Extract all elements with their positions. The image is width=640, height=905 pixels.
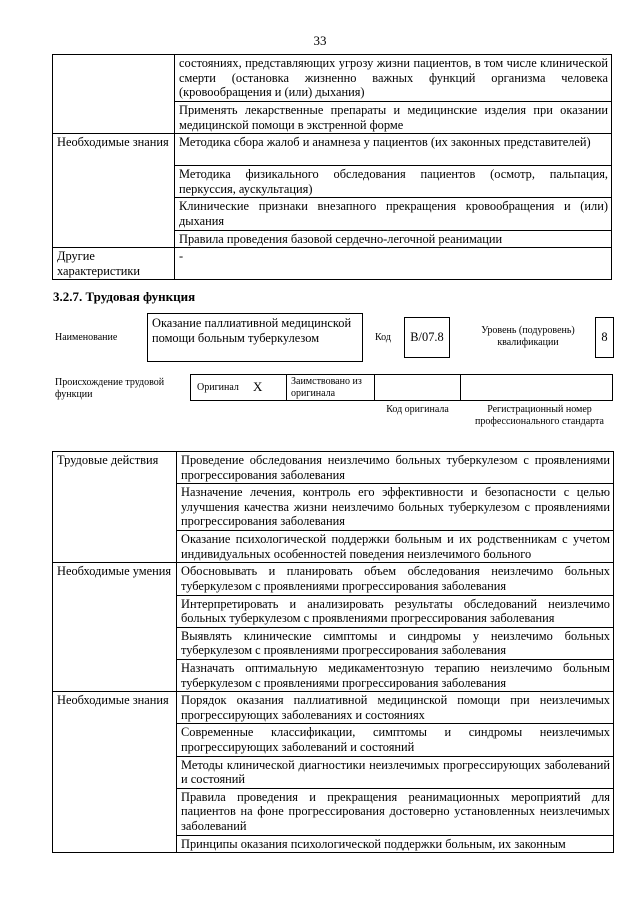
level-label: Уровень (подуровень) квалификации xyxy=(481,325,575,348)
item-text: Методы клинической диагностики неизлечимых прогрессирующих заболеваний и состояний xyxy=(177,756,614,788)
reg-number-caption: Регистрационный номер профессионального стандарта xyxy=(475,404,604,427)
item-text: Проведение обследования неизлечимо больных туберкулезом с проявлениями прогрессирования заболевания xyxy=(177,452,614,484)
item-text: Принципы оказания психологической поддержки больным, их законным xyxy=(177,835,614,853)
table-row xyxy=(53,452,614,484)
name-label: Наименование xyxy=(55,332,118,343)
group-label: Необходимые умения xyxy=(53,563,177,692)
function-requirements-table xyxy=(52,451,614,853)
original-box xyxy=(190,374,287,401)
code-label: Код xyxy=(375,332,391,343)
section-title: 3.2.7. Трудовая функция xyxy=(53,289,196,304)
origin-label: Происхождение трудовой функции xyxy=(55,377,165,400)
reg-number-box xyxy=(460,374,613,401)
function-name: Оказание паллиативной медицинской помощи больным туберкулезом xyxy=(152,316,352,345)
function-code-box xyxy=(404,317,450,358)
row-label xyxy=(53,55,175,134)
borrowed-box xyxy=(286,374,375,401)
function-name-box xyxy=(147,313,363,362)
item-text: Оказание психологической поддержки больным и их родственникам с учетом индивидуальных особенностей поведения неизлечимого больного xyxy=(177,531,614,563)
item-text: Обосновывать и планировать объем обследования неизлечимо больных туберкулезом с проявлениями прогрессирования заболевания xyxy=(177,563,614,595)
row-text: Методика сбора жалоб и анамнеза у пациентов (их законных представителей) xyxy=(175,134,612,166)
group-label: Необходимые знания xyxy=(53,692,177,853)
item-text: Выявлять клинические симптомы и синдромы у неизлечимо больных туберкулезом с проявлениями прогрессирования заболевания xyxy=(177,627,614,659)
row-text: Применять лекарственные препараты и медицинские изделия при оказании медицинской помощи в экстренной форме xyxy=(175,102,612,134)
item-text: Порядок оказания паллиативной медицинской помощи при неизлечимых прогрессирующих заболеваниях и состояниях xyxy=(177,692,614,724)
row-text: Правила проведения базовой сердечно-легочной реанимации xyxy=(175,230,612,248)
table-row xyxy=(53,563,614,595)
borrowed-label: Заимствовано из оригинала xyxy=(291,376,362,399)
row-text: состояниях, представляющих угрозу жизни пациентов, в том числе клинической смерти (остановка жизненно важных функций организма человека (кровообращения и (или) дыхания) xyxy=(175,55,612,102)
function-code: B/07.8 xyxy=(410,330,444,344)
original-code-box xyxy=(374,374,461,401)
row-text: - xyxy=(175,248,612,280)
table-row xyxy=(53,692,614,724)
top-requirements-table xyxy=(52,54,612,280)
item-text: Современные классификации, симптомы и синдромы неизлечимых прогрессирующих заболеваний и состояний xyxy=(177,724,614,756)
level-box xyxy=(595,317,614,358)
original-code-caption: Код оригинала xyxy=(386,404,449,415)
table-row xyxy=(53,248,612,280)
table-row xyxy=(53,134,612,166)
group-label: Трудовые действия xyxy=(53,452,177,563)
original-label: Оригинал xyxy=(197,382,239,393)
item-text: Назначение лечения, контроль его эффективности и безопасности с целью улучшения качества жизни неизлечимо больных туберкулезом с проявлениями прогрессирования заболевания xyxy=(177,484,614,531)
original-mark: X xyxy=(253,379,263,394)
page-number: 33 xyxy=(313,33,327,48)
item-text: Интерпретировать и анализировать результаты обследований неизлечимо больных туберкулезом с проявлениями прогрессирования заболевания xyxy=(177,595,614,627)
row-text: Клинические признаки внезапного прекращения кровообращения и (или) дыхания xyxy=(175,198,612,230)
row-text: Методика физикального обследования пациентов (осмотр, пальпация, перкуссия, аускультация) xyxy=(175,166,612,198)
table-row xyxy=(53,55,612,102)
item-text: Назначать оптимальную медикаментозную терапию неизлечимо больным туберкулезом с проявлениями прогрессирования заболевания xyxy=(177,659,614,691)
item-text: Правила проведения и прекращения реанимационных мероприятий для пациентов на фоне прогрессирования достоверно установленных неизлечимых заболеваний xyxy=(177,788,614,835)
row-label: Необходимые знания xyxy=(53,134,175,248)
level-value: 8 xyxy=(601,330,608,344)
row-label: Другие характеристики xyxy=(53,248,175,280)
